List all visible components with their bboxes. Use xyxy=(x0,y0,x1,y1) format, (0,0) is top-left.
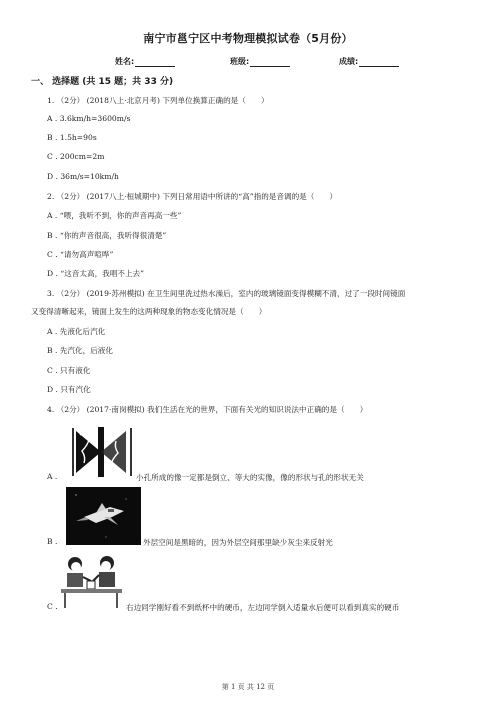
question-1-option-d: D . 36m/s=10km/h xyxy=(47,172,119,181)
question-2-option-b: B . “你的声音很高，我听得很清楚” xyxy=(47,231,167,240)
page-footer: 第 1 页 共 12 页 xyxy=(221,683,275,691)
score-label: 成绩: xyxy=(339,57,359,66)
question-1-option-a: A . 3.6km/h=3600m/s xyxy=(47,114,131,123)
space-shuttle-image xyxy=(66,487,141,545)
question-1-option-b: B . 1.5h=90s xyxy=(47,133,97,142)
question-3-option-a: A . 先液化后汽化 xyxy=(47,327,106,336)
question-3-stem-line-2: 又变得清晰起来，镜面上发生的这两种现象的物态变化情况是（ ） xyxy=(31,307,267,316)
name-field xyxy=(115,56,175,67)
question-4-option-c-label: C . xyxy=(47,602,58,611)
question-4-stem: 4. （2分） (2017·南岗模拟) 我们生活在光的世界，下面有关光的知识说法中正确的是（ ） xyxy=(47,405,368,414)
question-2-option-a: A . “喂，我听不到，你的声音再高一些” xyxy=(47,211,182,220)
score-blank xyxy=(359,58,399,67)
question-3-stem-line-1: 3. （2分） (2019·苏州模拟) 在卫生间里洗过热水澡后，室内的玻璃镜面变得模糊不清，过了一段时间镜面 xyxy=(47,289,406,298)
question-3-option-d: D . 只有汽化 xyxy=(47,385,91,394)
students-cup-image xyxy=(59,551,124,610)
question-4-option-a-label: A . xyxy=(47,472,58,481)
score-field xyxy=(339,56,399,67)
question-1-stem: 1. （2分） (2018八上·北京月考) 下列单位换算正确的是（ ） xyxy=(47,96,269,105)
pinhole-image xyxy=(70,425,134,480)
class-blank xyxy=(250,58,290,67)
name-blank xyxy=(135,58,175,67)
question-4-option-b-label: B . xyxy=(47,537,58,546)
question-3-option-b: B . 先汽化，后液化 xyxy=(47,346,113,355)
section-heading: 一、 选择题 (共 15 题；共 33 分) xyxy=(31,77,174,87)
question-2-stem: 2. （2分） (2017八上·桓城期中) 下列日常用语中所讲的“高”指的是音调的是（ ） xyxy=(47,192,338,201)
question-1-option-c: C . 200cm=2m xyxy=(47,152,105,161)
question-2-option-d: D . “这音太高，我唱不上去” xyxy=(47,269,145,278)
question-4-option-c-text: 右边同学刚好看不到纸杯中的硬币，左边同学倒入适量水后便可以看到真实的硬币 xyxy=(126,603,400,612)
question-2-option-c: C . “请勿高声喧哗” xyxy=(47,250,114,259)
question-3-option-c: C . 只有液化 xyxy=(47,366,91,375)
question-4-option-a-text: 小孔所成的像一定都是倒立、等大的实像，像的形状与孔的形状无关 xyxy=(136,473,364,482)
class-field xyxy=(230,56,290,67)
question-4-option-b-text: 外层空间是黑暗的，因为外层空间那里缺少灰尘来反射光 xyxy=(143,538,333,547)
class-label: 班级: xyxy=(230,57,250,66)
page-title: 南宁市邕宁区中考物理模拟试卷（5月份） xyxy=(143,32,353,45)
name-label: 姓名: xyxy=(115,57,135,66)
